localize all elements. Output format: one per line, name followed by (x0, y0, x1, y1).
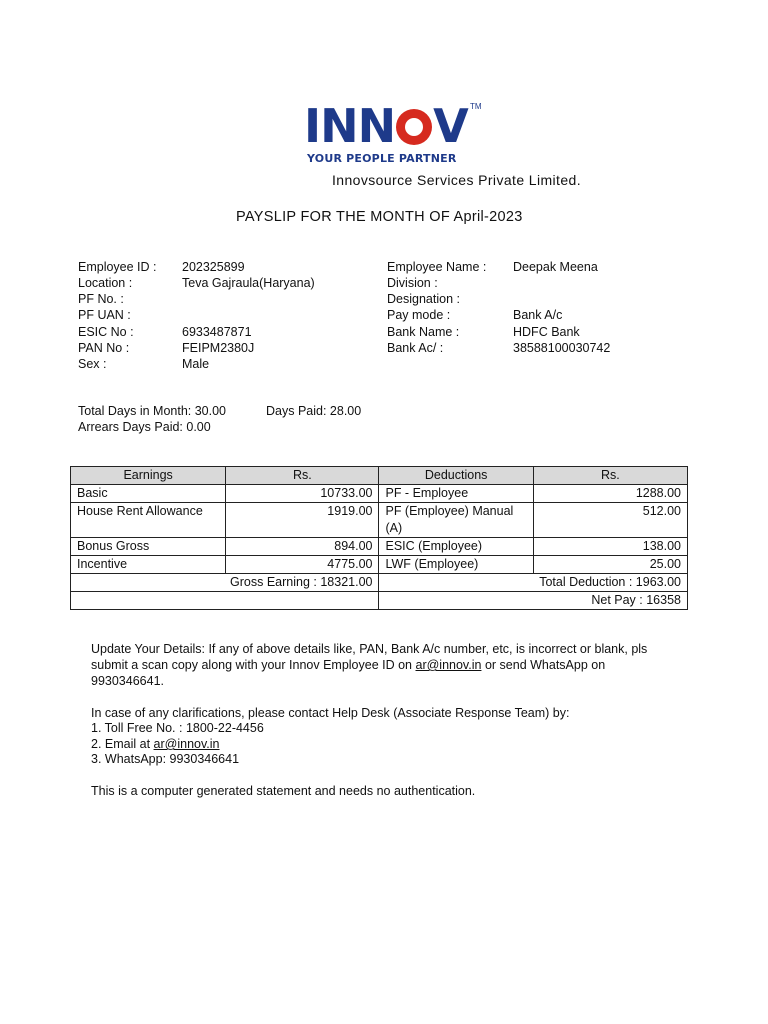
bank-ac-label: Bank Ac/ : (387, 341, 444, 355)
logo-text-left: INN (304, 99, 396, 153)
help-intro: In case of any clarifications, please contact Help Desk (Associate Response Team) by: (91, 706, 570, 720)
deduction-name: PF - Employee (379, 485, 533, 503)
bank-name-label: Bank Name : (387, 325, 460, 339)
pay-mode-value: Bank A/c (513, 308, 563, 322)
earning-name: Bonus Gross (71, 538, 226, 556)
net-pay: Net Pay : 16358 (379, 592, 688, 610)
gross-earning: Gross Earning : 18321.00 (71, 574, 379, 592)
table-row (71, 503, 688, 538)
designation-label: Designation : (387, 292, 460, 306)
bank-name-value: HDFC Bank (513, 325, 580, 339)
pay-mode-label: Pay mode : (387, 308, 451, 322)
logo-text-right: V (433, 99, 468, 153)
pan-label: PAN No : (78, 341, 130, 355)
logo-tm: TM (470, 102, 482, 111)
deduction-name: ESIC (Employee) (379, 538, 533, 556)
division-label: Division : (387, 276, 438, 290)
deduction-amount: 138.00 (533, 538, 687, 556)
logo-wordmark (304, 100, 468, 152)
deduction-name: LWF (Employee) (379, 556, 533, 574)
earnings-header: Earnings (71, 467, 226, 485)
table-row (71, 485, 688, 503)
company-logo (304, 100, 484, 170)
deductions-rs-header: Rs. (533, 467, 687, 485)
update-note-text: Update Your Details: If any of above details like, PAN, Bank A/c number, etc, is incorrect or blank, pls submit a scan copy along with your Innov Employee ID on (91, 642, 648, 672)
update-email-link[interactable]: ar@innov.in (415, 658, 482, 672)
update-note-whatsapp: or send WhatsApp on 9930346641. (91, 658, 606, 688)
pan-value: FEIPM2380J (182, 341, 255, 355)
total-days: Total Days in Month: 30.00 (78, 404, 226, 418)
earning-name: Incentive (71, 556, 226, 574)
earning-amount: 894.00 (226, 538, 379, 556)
sex-value: Male (182, 357, 210, 371)
table-row (71, 556, 688, 574)
earning-amount: 10733.00 (226, 485, 379, 503)
earnings-rs-header: Rs. (226, 467, 379, 485)
logo-o-icon (396, 109, 432, 145)
sex-label: Sex : (78, 357, 107, 371)
totals-row (71, 574, 688, 592)
payslip-title: PAYSLIP FOR THE MONTH OF April-2023 (236, 209, 523, 225)
deduction-amount: 1288.00 (533, 485, 687, 503)
location-label: Location : (78, 276, 133, 290)
help-email (91, 736, 220, 752)
update-details-note (91, 641, 681, 689)
table-row (71, 538, 688, 556)
help-email-link[interactable]: ar@innov.in (153, 737, 220, 751)
net-pay-empty-cell (71, 592, 379, 610)
employee-name-label: Employee Name : (387, 260, 487, 274)
help-whatsapp: 3. WhatsApp: 9930346641 (91, 752, 240, 766)
total-deduction: Total Deduction : 1963.00 (379, 574, 688, 592)
net-pay-row (71, 592, 688, 610)
help-email-label: 2. Email at (91, 737, 151, 751)
deductions-header: Deductions (379, 467, 533, 485)
table-header-row (71, 467, 688, 485)
employee-id-value: 202325899 (182, 260, 245, 274)
company-name: Innovsource Services Private Limited. (332, 172, 582, 188)
payslip-table (70, 466, 688, 610)
pf-uan-label: PF UAN : (78, 308, 131, 322)
toll-free: 1. Toll Free No. : 1800-22-4456 (91, 721, 264, 735)
logo-tagline: YOUR PEOPLE PARTNER (307, 152, 457, 165)
employee-id-label: Employee ID : (78, 260, 157, 274)
earning-name: Basic (71, 485, 226, 503)
days-paid: Days Paid: 28.00 (266, 404, 362, 418)
bank-ac-value: 38588100030742 (513, 341, 611, 355)
pf-no-label: PF No. : (78, 292, 124, 306)
employee-name-value: Deepak Meena (513, 260, 598, 274)
footer-note: This is a computer generated statement and needs no authentication. (91, 784, 476, 798)
earning-amount: 4775.00 (226, 556, 379, 574)
earning-amount: 1919.00 (226, 503, 379, 538)
location-value: Teva Gajraula(Haryana) (182, 276, 315, 290)
deduction-amount: 512.00 (533, 503, 687, 538)
earning-name: House Rent Allowance (71, 503, 226, 538)
deduction-amount: 25.00 (533, 556, 687, 574)
esic-label: ESIC No : (78, 325, 134, 339)
arrears-days: Arrears Days Paid: 0.00 (78, 420, 211, 434)
esic-value: 6933487871 (182, 325, 252, 339)
deduction-name: PF (Employee) Manual (A) (379, 503, 533, 538)
